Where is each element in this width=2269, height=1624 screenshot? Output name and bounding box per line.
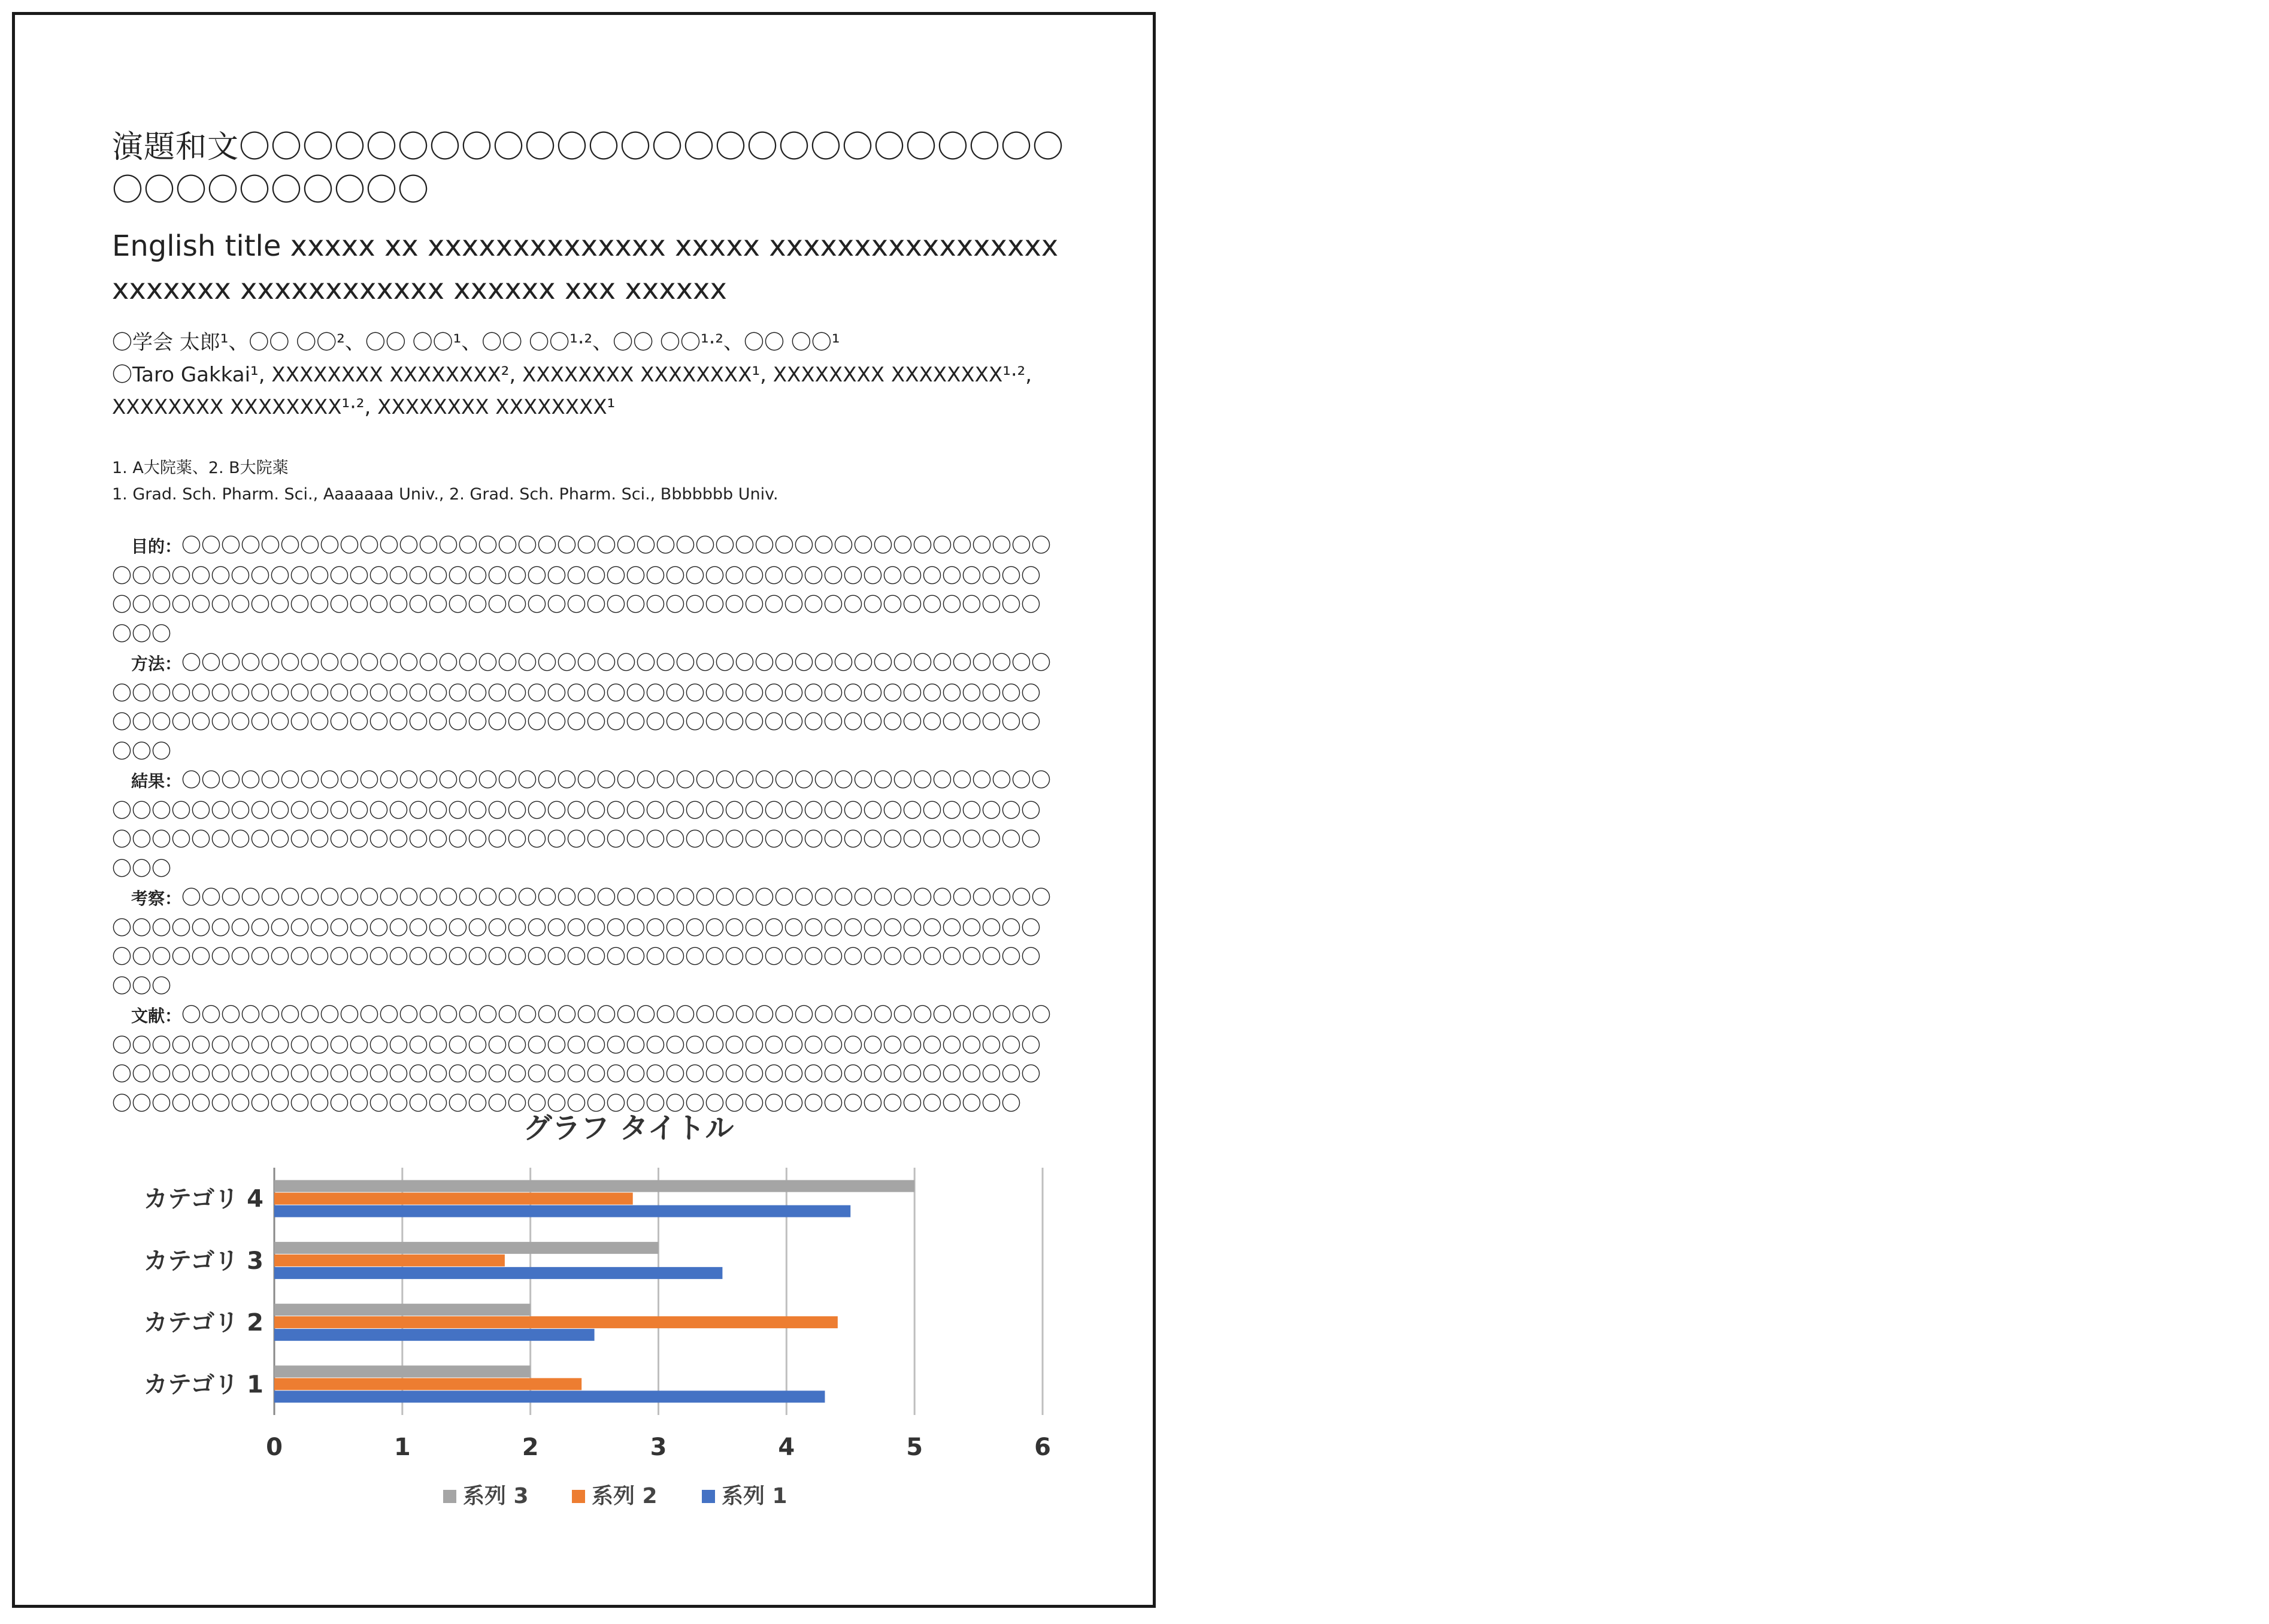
legend-swatch: [572, 1490, 585, 1503]
x-tick-label: 3: [650, 1434, 667, 1461]
bar: [274, 1205, 850, 1217]
section-text: 〇〇〇〇〇〇〇〇〇〇〇〇〇〇〇〇〇〇〇〇〇〇〇〇〇〇〇〇〇〇〇〇〇〇〇〇〇〇〇〇〇〇〇〇〇〇〇〇〇〇〇〇〇〇〇〇〇〇〇〇〇〇〇〇〇〇〇〇〇〇〇〇〇〇〇〇〇〇〇〇〇〇〇〇〇〇〇〇〇〇〇〇〇〇〇〇〇〇〇〇〇〇〇〇〇〇〇〇〇〇〇〇〇〇〇〇〇〇〇〇〇〇〇〇〇〇〇〇〇〇〇〇〇〇〇〇〇〇〇〇〇〇〇〇〇〇〇〇〇〇〇〇〇〇〇〇〇〇〇〇〇〇〇〇〇〇〇〇〇〇〇〇〇〇〇〇〇〇〇〇〇〇〇〇: [112, 1003, 1052, 1115]
section-text: 〇〇〇〇〇〇〇〇〇〇〇〇〇〇〇〇〇〇〇〇〇〇〇〇〇〇〇〇〇〇〇〇〇〇〇〇〇〇〇〇〇〇〇〇〇〇〇〇〇〇〇〇〇〇〇〇〇〇〇〇〇〇〇〇〇〇〇〇〇〇〇〇〇〇〇〇〇〇〇〇〇〇〇〇〇〇〇〇〇〇〇〇〇〇〇〇〇〇〇〇〇〇〇〇〇〇〇〇〇〇〇〇〇〇〇〇〇〇〇〇〇〇〇〇〇〇〇〇〇〇〇〇〇〇〇〇〇〇〇〇〇: [112, 886, 1052, 998]
x-tick-label: 1: [393, 1434, 411, 1461]
x-tick-label: 5: [906, 1434, 923, 1461]
category-label: カテゴリ 3: [143, 1247, 263, 1275]
legend-label: 系列 1: [722, 1484, 787, 1508]
document-page: [12, 12, 1156, 1608]
bar: [274, 1193, 633, 1205]
section-text: 〇〇〇〇〇〇〇〇〇〇〇〇〇〇〇〇〇〇〇〇〇〇〇〇〇〇〇〇〇〇〇〇〇〇〇〇〇〇〇〇〇〇〇〇〇〇〇〇〇〇〇〇〇〇〇〇〇〇〇〇〇〇〇〇〇〇〇〇〇〇〇〇〇〇〇〇〇〇〇〇〇〇〇〇〇〇〇〇〇〇〇〇〇〇〇〇〇〇〇〇〇〇〇〇〇〇〇〇〇〇〇〇〇〇〇〇〇〇〇〇〇〇〇〇〇〇〇〇〇〇〇〇〇〇〇〇〇〇〇〇〇: [112, 768, 1052, 880]
category-label: カテゴリ 1: [143, 1371, 263, 1399]
section-text: 〇〇〇〇〇〇〇〇〇〇〇〇〇〇〇〇〇〇〇〇〇〇〇〇〇〇〇〇〇〇〇〇〇〇〇〇〇〇〇〇〇〇〇〇〇〇〇〇〇〇〇〇〇〇〇〇〇〇〇〇〇〇〇〇〇〇〇〇〇〇〇〇〇〇〇〇〇〇〇〇〇〇〇〇〇〇〇〇〇〇〇〇〇〇〇〇〇〇〇〇〇〇〇〇〇〇〇〇〇〇〇〇〇〇〇〇〇〇〇〇〇〇〇〇〇〇〇〇〇〇〇〇〇〇〇〇〇〇〇〇〇: [112, 651, 1052, 763]
section-text: 〇〇〇〇〇〇〇〇〇〇〇〇〇〇〇〇〇〇〇〇〇〇〇〇〇〇〇〇〇〇〇〇〇〇〇〇〇〇〇〇〇〇〇〇〇〇〇〇〇〇〇〇〇〇〇〇〇〇〇〇〇〇〇〇〇〇〇〇〇〇〇〇〇〇〇〇〇〇〇〇〇〇〇〇〇〇〇〇〇〇〇〇〇〇〇〇〇〇〇〇〇〇〇〇〇〇〇〇〇〇〇〇〇〇〇〇〇〇〇〇〇〇〇〇〇〇〇〇〇〇〇〇〇〇〇〇〇〇〇〇〇: [112, 534, 1052, 646]
affiliation-japanese: 1. A大院薬、2. B大院薬: [112, 459, 289, 477]
authors-japanese: 〇学会 太郎¹、〇〇 〇〇²、〇〇 〇〇¹、〇〇 〇〇¹·²、〇〇 〇〇¹·²、〇〇 〇〇¹: [112, 331, 840, 355]
bar: [274, 1390, 825, 1402]
title-japanese: 演題和文〇〇〇〇〇〇〇〇〇〇〇〇〇〇〇〇〇〇〇〇〇〇〇〇〇〇〇〇〇〇〇〇〇〇〇〇: [112, 129, 1065, 208]
chart-title: グラフ タイトル: [523, 1111, 734, 1145]
bar-chart: [15, 15, 1153, 1605]
section-label: 結果：: [131, 771, 182, 791]
section-label: 目的：: [131, 537, 182, 556]
x-tick-label: 6: [1034, 1434, 1051, 1461]
legend-label: 系列 3: [463, 1484, 529, 1508]
x-tick-label: 2: [522, 1434, 539, 1461]
authors-english: 〇Taro Gakkai¹, XXXXXXXX XXXXXXXX², XXXXXXXX XXXXXXXX¹, XXXXXXXX XXXXXXXX¹·², XXXXXXXX XXXXXXXX¹·², XXXXXXXX XXXXXXXX¹: [112, 363, 1032, 419]
bar: [274, 1316, 838, 1328]
legend-swatch: [702, 1490, 715, 1503]
bar: [274, 1255, 505, 1267]
bar: [274, 1267, 722, 1279]
legend-swatch: [443, 1490, 456, 1503]
bar: [274, 1365, 531, 1377]
section-label: 方法：: [131, 654, 182, 674]
bar: [274, 1329, 595, 1341]
bar: [274, 1242, 659, 1254]
title-english: English title xxxxx xx xxxxxxxxxxxxxx xxxxx xxxxxxxxxxxxxxxxx xxxxxxx xxxxxxxxxxxx xxxxxx xxx xxxxxx: [112, 229, 1059, 306]
x-tick-label: 0: [266, 1434, 283, 1461]
bar: [274, 1378, 581, 1390]
category-label: カテゴリ 2: [143, 1309, 263, 1337]
category-label: カテゴリ 4: [143, 1185, 263, 1213]
x-tick-label: 4: [778, 1434, 795, 1461]
bar: [274, 1180, 914, 1192]
section-label: 文献：: [131, 1006, 182, 1026]
bar: [274, 1304, 531, 1316]
affiliation-english: 1. Grad. Sch. Pharm. Sci., Aaaaaaa Univ., 2. Grad. Sch. Pharm. Sci., Bbbbbbb Univ.: [112, 485, 778, 504]
legend-label: 系列 2: [592, 1484, 658, 1508]
section-label: 考察：: [131, 889, 182, 908]
